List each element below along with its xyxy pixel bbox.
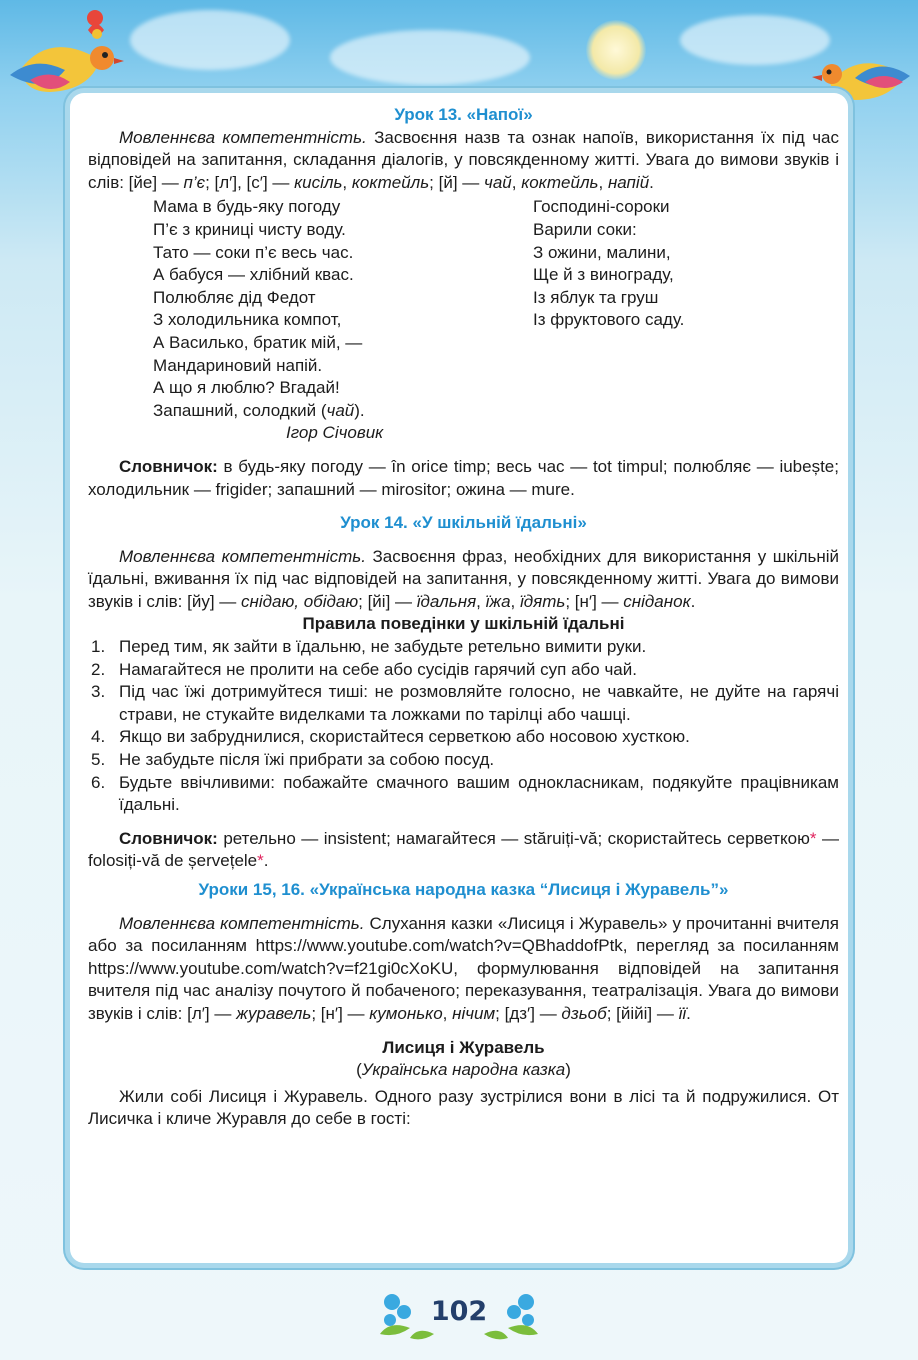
lesson-14-intro: Мовленнєва компетентність. Засвоєння фраз, необхідних для використання у шкільній їдальні, вживання їх під час відповідей на запитання, у повсякденному житті. Увага до вимови звуків і слів: [йу] — снідаю, обідаю; [йі] — їдальня, їжа, їдять; [н′] — сніданок. (88, 546, 840, 611)
lesson-15-title: Уроки 15, 16. «Українська народна казка “Лисиця і Журавель”» (198, 880, 729, 899)
cloud (130, 10, 290, 70)
poem-line: Господині-сороки (533, 197, 670, 217)
tale-text: Жили собі Лисиця і Журавель. Одного разу зустрілися вони в лісі та й подружилися. От Лисичка і кличе Журавля до себе в гості: (88, 1086, 839, 1129)
list-item: 1. Перед тим, як зайти в їдальню, не забудьте ретельно вимити руки. (91, 637, 647, 657)
poem-line: Полюбляє дід Федот (153, 287, 316, 307)
poem-line: З холодильника компот, (153, 310, 342, 330)
list-item: 3. Під час їжі дотримуйтеся тиші: не розмовляйте голосно, не чавкайте, не дуйте на гарячі страви, не стукайте виделками та ложками по тарілці або чашці. (91, 682, 839, 724)
list-item: 4. Якщо ви забруднилися, скористайтеся серветкою або носовою хусткою. (91, 727, 690, 747)
rules-title: Правила поведінки у шкільній їдальні (302, 614, 625, 634)
poem-line: А Василько, братик мій, — (153, 332, 363, 352)
sun-decoration (586, 20, 646, 80)
poems-block (88, 196, 839, 445)
poem-line: Мама в будь-яку погоду (153, 197, 341, 217)
lesson-14-title: Урок 14. «У шкільній їдальні» (340, 513, 587, 533)
list-item: 5. Не забудьте після їжі прибрати за собою посуд. (91, 750, 495, 770)
poem-line: Із фруктового саду. (533, 310, 685, 330)
poem-line: З ожини, малини, (533, 242, 671, 262)
rules-list (88, 636, 839, 817)
lesson-15-intro: Мовленнєва компетентність. Слухання казки «Лисиця і Журавель» у прочитанні вчителя або за посиланням https://www.youtube.com/watch?v=QBhaddofPtk, перегляд за посиланням https://www.youtube.com/watch?v=f21gi0cXoKU, формулювання відповідей на запитання вчителя під час аналізу почутого й побаченого; переказування, театралізація. Увага до вимови звуків і слів: [л′] — журавель; [н′] — кумонько, нічим; [дз′] — дзьоб; [йійі] — її. (88, 913, 840, 1023)
tale-title: Лисиця і Журавель (382, 1037, 545, 1057)
list-item: 6. Будьте ввічливими: побажайте смачного вашим однокласникам, подякуйте працівникам їдальні. (91, 772, 839, 815)
poem-line: Мандариновий напій. (153, 355, 323, 375)
tale-subtitle: (Українська народна казка) (356, 1060, 571, 1080)
poem-line: Варили соки: (533, 219, 637, 239)
cloud (680, 15, 830, 65)
poem-line: Тато — соки п’є весь час. (153, 242, 354, 262)
poem-line: П’є з криниці чисту воду. (153, 219, 346, 239)
poem-line: Запашний, солодкий (чай). (153, 400, 365, 420)
poem-line: Ще й з винограду, (533, 265, 674, 285)
poem-line: А бабуся — хлібний квас. (153, 265, 354, 285)
cloud (330, 30, 530, 85)
poem-line: А що я люблю? Вгадай! (153, 378, 340, 398)
lesson-14-vocabulary: Словничок: ретельно — insistent; намагайтеся — stăruiți-vă; скористайтесь серветкою* — folosiți-vă de șervețele*. (88, 828, 839, 871)
poem-author: Ігор Січовик (286, 423, 384, 443)
poem-2 (533, 196, 684, 445)
lesson-13-vocabulary: Словничок: в будь-яку погоду — în orice timp; весь час — tot timpul; полюбляє — iubește; холодильник — frigider; запашний — mirositor; ожина — mure. (88, 456, 839, 499)
lesson-13-intro: Мовленнєва компетентність. Засвоєння назв та ознак напоїв, використання їх під час відповідей на запитання, складання діалогів, у повсякденному житті. Увага до вимови звуків і слів: [йе] — п’є; [л′], [с′] — кисіль, коктейль; [й] — чай, коктейль, напій. (88, 127, 840, 192)
lesson-13-title: Урок 13. «Напої» (394, 105, 533, 124)
page-number: 102 (430, 1296, 488, 1327)
list-item: 2. Намагайтеся не пролити на себе або сусідів гарячий суп або чай. (91, 659, 637, 679)
poem-line: Із яблук та груш (533, 287, 659, 307)
page-content (88, 104, 839, 1131)
poem-1 (153, 196, 533, 445)
